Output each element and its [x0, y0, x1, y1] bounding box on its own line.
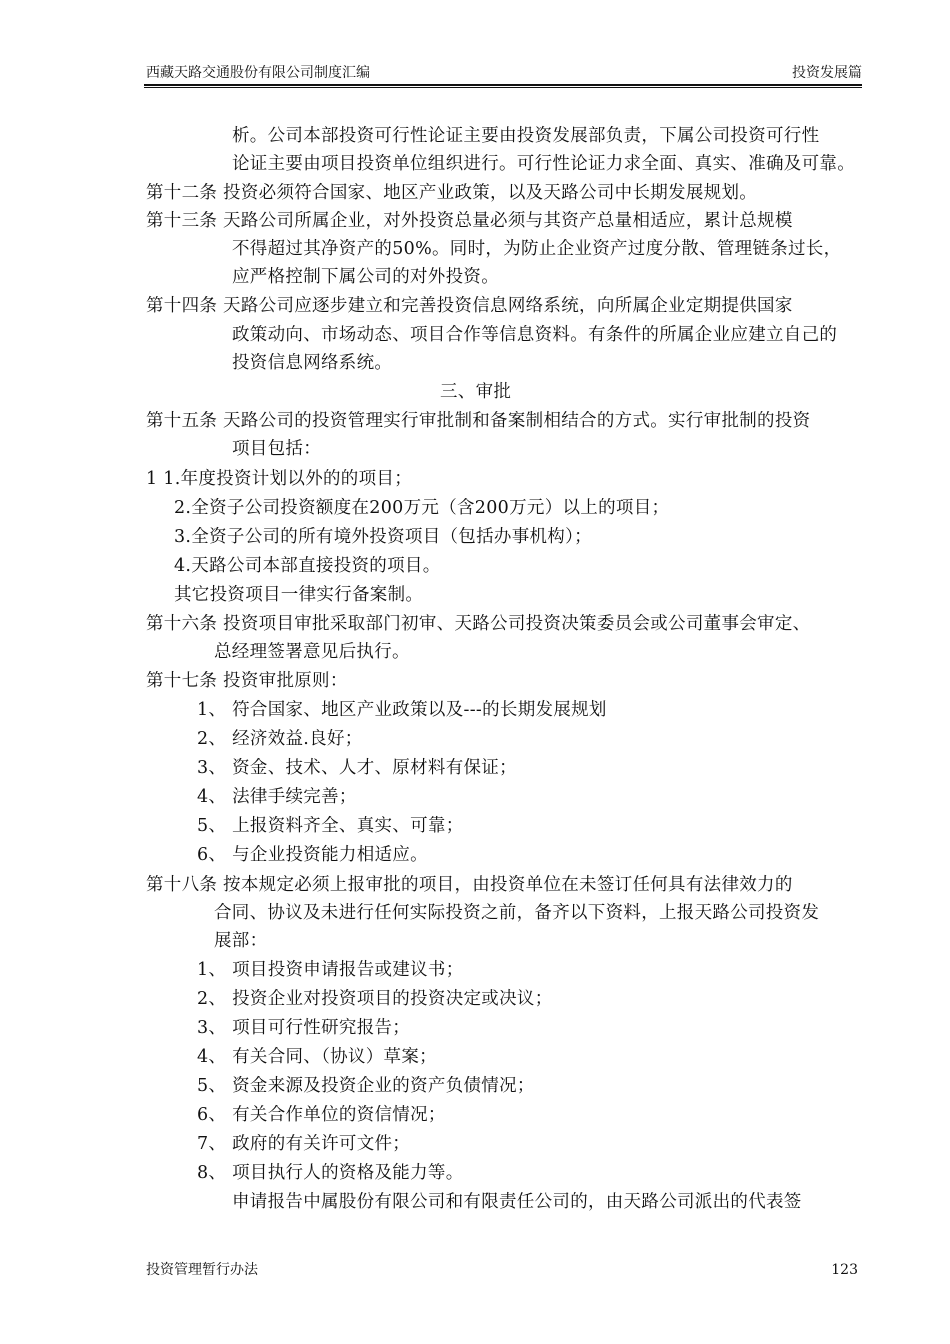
- text-line: 合同、协议及未进行任何实际投资之前，备齐以下资料，上报天路公司投资发: [214, 903, 820, 923]
- list-item: 2、 投资企业对投资项目的投资决定或决议；: [197, 989, 553, 1009]
- text-line: 其它投资项目一律实行备案制。: [174, 585, 424, 605]
- list-item: 2.全资子公司投资额度在200万元（含200万元）以上的项目；: [174, 498, 670, 518]
- list-item: 1、 项目投资申请报告或建议书；: [197, 960, 464, 980]
- list-item: 3、 资金、技术、人才、原材料有保证；: [197, 758, 517, 778]
- text-line: 应严格控制下属公司的对外投资。: [232, 267, 499, 287]
- text-line: 项目包括：: [232, 439, 321, 459]
- text-line: 析。公司本部投资可行性论证主要由投资发展部负责，下属公司投资可行性: [232, 126, 820, 146]
- text-line: 展部：: [214, 931, 268, 951]
- page-footer-left: 投资管理暂行办法: [146, 1262, 258, 1278]
- section-heading: 三、审批: [440, 382, 512, 402]
- list-item: 6、 有关合作单位的资信情况；: [197, 1105, 446, 1125]
- article-14: 第十四条 天路公司应逐步建立和完善投资信息网络系统，向所属企业定期提供国家: [146, 296, 793, 316]
- header-rule: [144, 84, 862, 86]
- list-item: 6、 与企业投资能力相适应。: [197, 845, 428, 865]
- list-item: 3、 项目可行性研究报告；: [197, 1018, 411, 1038]
- page-header-left: 西藏天路交通股份有限公司制度汇编: [146, 65, 370, 81]
- article-13: 第十三条 天路公司所属企业，对外投资总量必须与其资产总量相适应，累计总规模: [146, 211, 793, 231]
- list-item: 4、 法律手续完善；: [197, 787, 357, 807]
- list-item: 1、 符合国家、地区产业政策以及---的长期发展规划: [197, 700, 607, 720]
- header-rule-thin: [144, 87, 862, 88]
- text-line: 总经理签署意见后执行。: [214, 642, 410, 662]
- text-line: 不得超过其净资产的50%。同时，为防止企业资产过度分散、管理链条过长，: [232, 239, 842, 259]
- article-16: 第十六条 投资项目审批采取部门初审、天路公司投资决策委员会或公司董事会审定、: [146, 614, 811, 634]
- list-item: 5、 资金来源及投资企业的资产负债情况；: [197, 1076, 535, 1096]
- text-line: 申请报告中属股份有限公司和有限责任公司的，由天路公司派出的代表签: [232, 1192, 802, 1212]
- list-item: 3.全资子公司的所有境外投资项目（包括办事机构）；: [174, 527, 592, 547]
- article-15: 第十五条 天路公司的投资管理实行审批制和备案制相结合的方式。实行审批制的投资: [146, 411, 811, 431]
- list-item: 8、 项目执行人的资格及能力等。: [197, 1163, 464, 1183]
- text-line: 政策动向、市场动态、项目合作等信息资料。有条件的所属企业应建立自己的: [232, 325, 838, 345]
- list-item: 4、 有关合同、（协议）草案；: [197, 1047, 437, 1067]
- list-item: 1 1.年度投资计划以外的的项目；: [146, 469, 412, 489]
- text-line: 投资信息网络系统。: [232, 353, 393, 373]
- text-line: 论证主要由项目投资单位组织进行。可行性论证力求全面、真实、准确及可靠。: [232, 154, 855, 174]
- list-item: 5、 上报资料齐全、真实、可靠；: [197, 816, 464, 836]
- article-18: 第十八条 按本规定必须上报审批的项目，由投资单位在未签订任何具有法律效力的: [146, 875, 793, 895]
- list-item: 4.天路公司本部直接投资的项目。: [174, 556, 441, 576]
- article-12: 第十二条 投资必须符合国家、地区产业政策，以及天路公司中长期发展规划。: [146, 183, 758, 203]
- page-number: 123: [831, 1262, 858, 1278]
- article-17: 第十七条 投资审批原则：: [146, 671, 348, 691]
- page-header-right: 投资发展篇: [792, 65, 862, 81]
- list-item: 2、 经济效益.良好；: [197, 729, 363, 749]
- list-item: 7、 政府的有关许可文件；: [197, 1134, 411, 1154]
